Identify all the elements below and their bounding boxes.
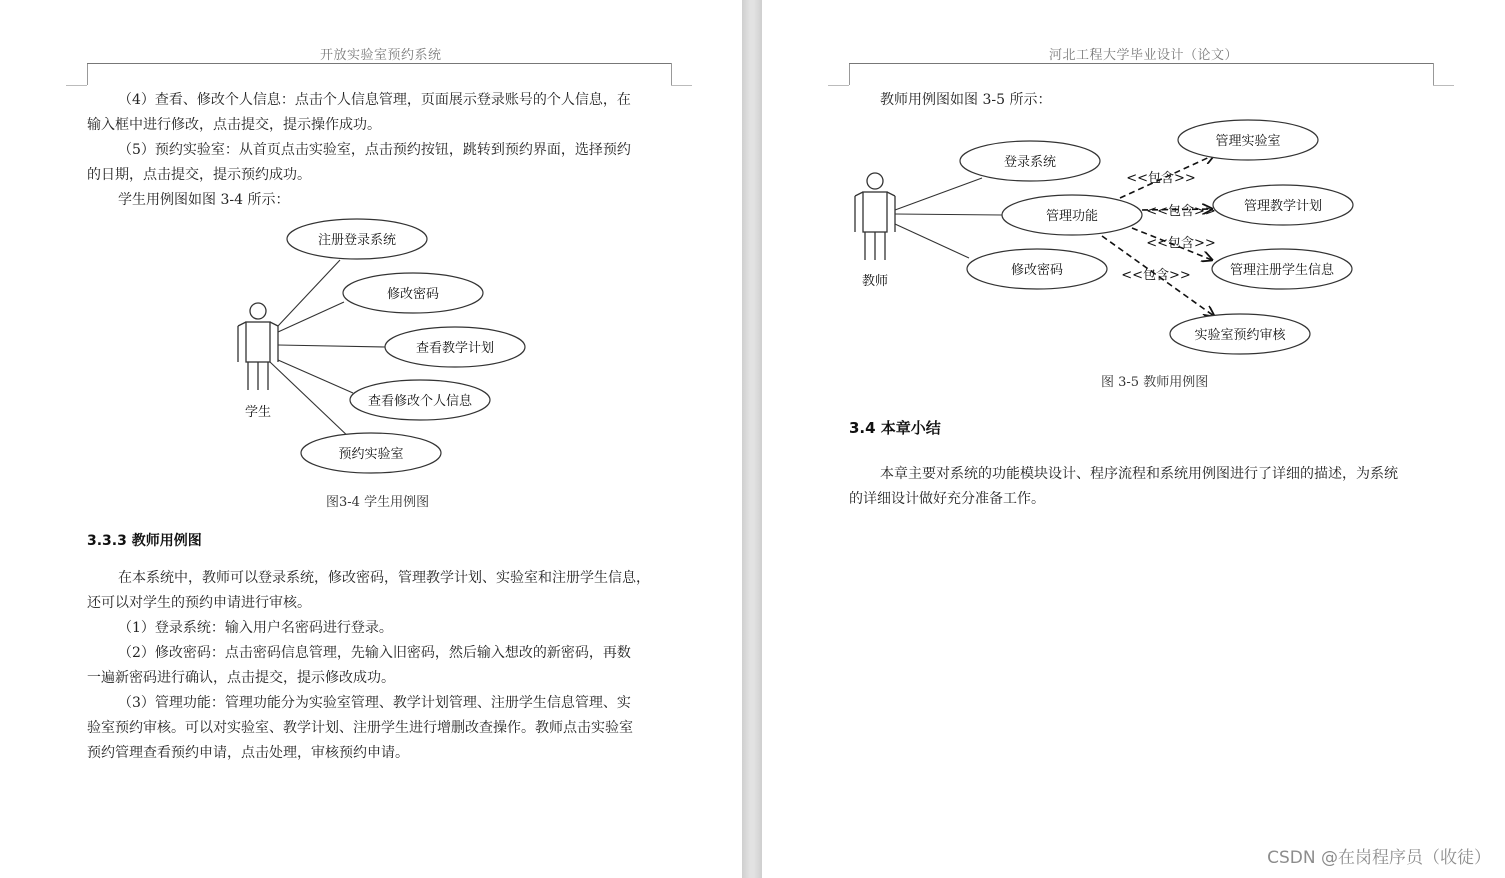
student-use-case-diagram [0, 0, 742, 520]
page-header-right: 河北工程大学毕业设计（论文） [1049, 48, 1239, 63]
association-line [895, 214, 1002, 215]
paragraph-line: 输入框中进行修改，点击提交，提示操作成功。 [87, 117, 381, 133]
watermark: CSDN @在岗程序员（收徒） [1267, 848, 1491, 868]
paragraph-line: （2）修改密码：点击密码信息管理，先输入旧密码，然后输入想改的新密码，再数 [118, 645, 631, 661]
association-line [278, 260, 340, 326]
association-line [895, 224, 969, 258]
include-label: <<包含>> [1121, 268, 1191, 283]
right-page [762, 0, 1505, 878]
paragraph-line: 一遍新密码进行确认，点击提交，提示修改成功。 [87, 670, 395, 686]
use-case-label: 注册登录系统 [317, 233, 397, 248]
paragraph-line: 学生用例图如图 3-4 所示： [118, 192, 290, 208]
paragraph-line: 在本系统中，教师可以登录系统，修改密码，管理教学计划、实验室和注册学生信息， [118, 570, 650, 586]
use-case-label: 管理注册学生信息 [1229, 263, 1335, 278]
use-case-label: 管理功能 [1045, 209, 1099, 224]
student-actor-icon [238, 303, 278, 390]
association-line [895, 178, 982, 210]
paragraph-line: 本章主要对系统的功能模块设计、程序流程和系统用例图进行了详细的描述，为系统 [880, 466, 1398, 482]
teacher-use-case-diagram [762, 0, 1505, 380]
association-line [278, 345, 386, 347]
use-case-label: 管理实验室 [1215, 134, 1281, 149]
use-case-label: 查看修改个人信息 [367, 394, 473, 409]
teacher-actor-label: 教师 [861, 274, 889, 289]
section-heading: 3.3.3 教师用例图 [87, 533, 202, 549]
paragraph-line: 还可以对学生的预约申请进行审核。 [87, 595, 311, 611]
paragraph-line: 验室预约审核。可以对实验室、教学计划、注册学生进行增删改查操作。教师点击实验室 [87, 720, 633, 736]
paragraph-line: 教师用例图如图 3-5 所示： [880, 92, 1052, 108]
figure-caption: 图 3-5 教师用例图 [1101, 375, 1209, 390]
association-line [278, 302, 344, 332]
include-label: <<包含>> [1146, 204, 1216, 219]
paragraph-line: （5）预约实验室：从首页点击实验室，点击预约按钮，跳转到预约界面，选择预约 [118, 142, 631, 158]
association-line [270, 362, 352, 440]
paragraph-line: 预约管理查看预约申请，点击处理，审核预约申请。 [87, 745, 409, 761]
use-case-label: 查看教学计划 [415, 341, 495, 356]
paragraph-line: 的日期，点击提交，提示预约成功。 [87, 167, 311, 183]
paragraph-line: （1）登录系统：输入用户名密码进行登录。 [118, 620, 393, 636]
paragraph-line: （4）查看、修改个人信息：点击个人信息管理，页面展示登录账号的个人信息，在 [118, 92, 631, 108]
use-case-label: 预约实验室 [338, 447, 404, 462]
use-case-label: 管理教学计划 [1243, 199, 1323, 214]
paragraph-line: 的详细设计做好充分准备工作。 [849, 491, 1045, 507]
paragraph-line: （3）管理功能：管理功能分为实验室管理、教学计划管理、注册学生信息管理、实 [118, 695, 631, 711]
left-page [0, 0, 742, 878]
use-case-label: 实验室预约审核 [1194, 328, 1286, 343]
section-heading: 3.4 本章小结 [849, 419, 941, 437]
student-actor-label: 学生 [244, 405, 272, 420]
use-case-label: 修改密码 [386, 287, 440, 302]
page-gutter [742, 0, 762, 878]
use-case-label: 登录系统 [1003, 155, 1057, 170]
teacher-actor-icon [855, 173, 895, 260]
association-line [278, 360, 353, 393]
use-case-label: 修改密码 [1010, 263, 1064, 278]
page-header-left: 开放实验室预约系统 [320, 48, 442, 63]
include-label: <<包含>> [1126, 171, 1196, 186]
figure-caption: 图3-4 学生用例图 [326, 495, 430, 510]
include-label: <<包含>> [1146, 236, 1216, 251]
